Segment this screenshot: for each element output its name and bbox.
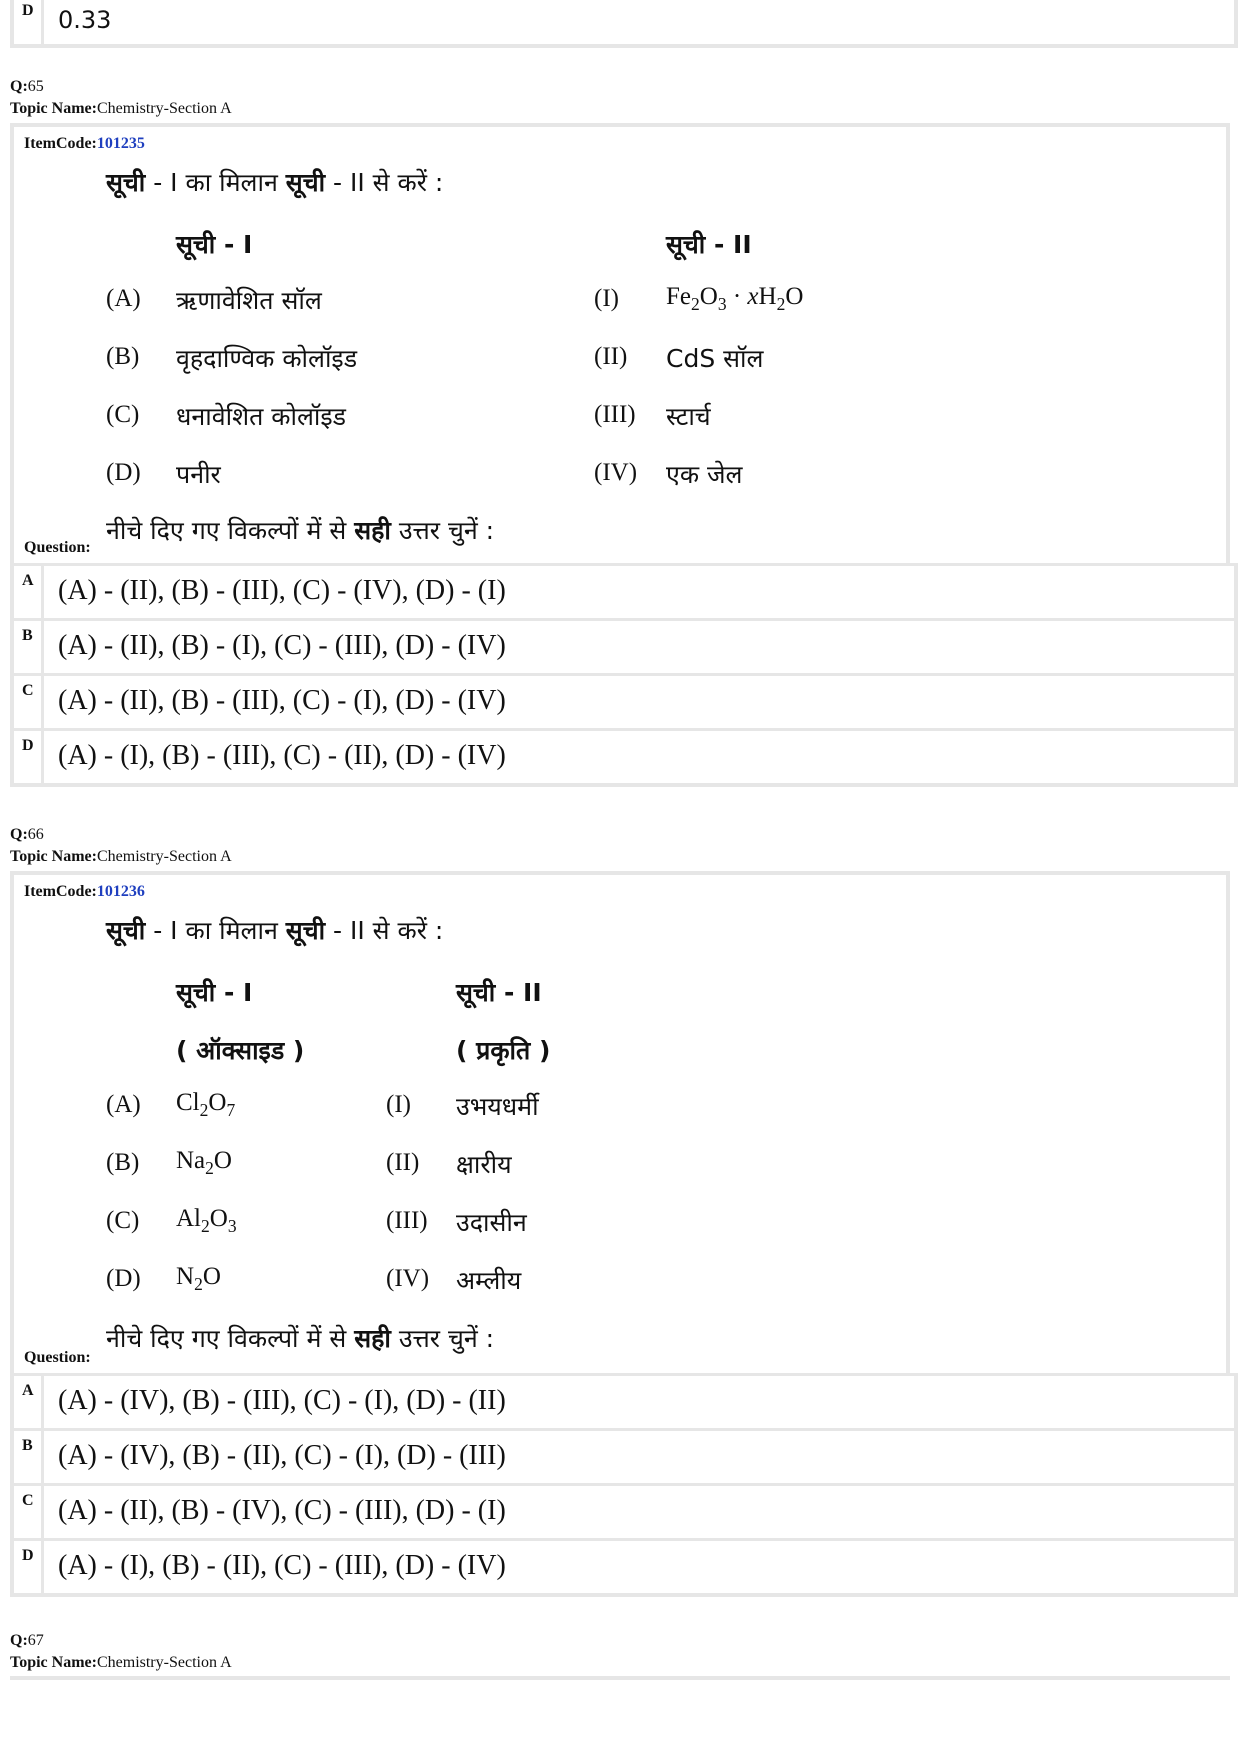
column-1-subheading: ( ऑक्साइड ) bbox=[176, 1036, 305, 1065]
topic-name: Chemistry-Section A bbox=[96, 1654, 232, 1671]
option-label: A bbox=[14, 566, 44, 618]
question-header bbox=[10, 824, 232, 868]
list-1-item: धनावेशित कोलॉइड bbox=[176, 402, 347, 431]
option-text: (A) - (II), (B) - (I), (C) - (III), (D) - (IV) bbox=[58, 630, 506, 661]
list-2-item: उदासीन bbox=[456, 1208, 527, 1237]
row-label: (B) bbox=[106, 343, 140, 370]
option-text: (A) - (II), (B) - (III), (C) - (IV), (D) - (I) bbox=[58, 575, 506, 606]
option-label: B bbox=[14, 621, 44, 673]
row-label: (C) bbox=[106, 401, 140, 428]
item-code: ItemCode:101236 bbox=[24, 883, 145, 900]
column-1-heading: सूची - I bbox=[176, 978, 253, 1007]
option-label: D bbox=[14, 1541, 44, 1593]
row-label: (C) bbox=[106, 1207, 140, 1234]
q-label: Q: bbox=[10, 78, 28, 95]
list-2-item: उभयधर्मी bbox=[456, 1092, 539, 1121]
q-label: Q: bbox=[10, 1632, 28, 1649]
question-label: Question: bbox=[24, 1349, 91, 1366]
option-b[interactable] bbox=[14, 1431, 1234, 1486]
topic-label: Topic Name: bbox=[10, 848, 97, 865]
q-label: Q: bbox=[10, 826, 28, 843]
question-card bbox=[10, 123, 1230, 565]
row-label: (A) bbox=[106, 1091, 141, 1118]
previous-option-d bbox=[10, 0, 1238, 48]
option-d[interactable] bbox=[14, 731, 1234, 783]
option-a[interactable] bbox=[14, 1376, 1234, 1431]
option-label: D bbox=[14, 731, 44, 783]
row-label: (IV) bbox=[594, 459, 638, 486]
row-label: (D) bbox=[106, 459, 141, 486]
question-label: Question: bbox=[24, 539, 91, 556]
card-top-border bbox=[10, 1676, 1230, 1680]
option-label: C bbox=[14, 676, 44, 728]
options-list bbox=[10, 563, 1238, 787]
list-1-item: ऋणावेशित सॉल bbox=[176, 286, 322, 315]
row-label: (IV) bbox=[386, 1265, 430, 1292]
option-d[interactable] bbox=[14, 1541, 1234, 1593]
list-1-item: पनीर bbox=[176, 460, 221, 489]
column-2-heading: सूची - II bbox=[666, 230, 752, 259]
option-text: (A) - (I), (B) - (III), (C) - (II), (D) - (IV) bbox=[58, 740, 506, 771]
option-text: (A) - (I), (B) - (II), (C) - (III), (D) - (IV) bbox=[58, 1550, 506, 1581]
option-text: (A) - (IV), (B) - (II), (C) - (I), (D) - (III) bbox=[58, 1440, 506, 1471]
option-text: 0.33 bbox=[58, 6, 112, 34]
question-prompt: नीचे दिए गए विकल्पों में से सही उत्तर चुनें : bbox=[106, 1324, 495, 1353]
row-label: (II) bbox=[594, 343, 628, 370]
row-label: (III) bbox=[594, 401, 636, 428]
list-1-item: वृहदाण्विक कोलॉइड bbox=[176, 344, 358, 373]
row-label: (I) bbox=[386, 1091, 411, 1118]
column-1-heading: सूची - I bbox=[176, 230, 253, 259]
column-2-heading: सूची - II bbox=[456, 978, 542, 1007]
row-label: (III) bbox=[386, 1207, 428, 1234]
list-2-item: अम्लीय bbox=[456, 1266, 522, 1295]
list-1-item: $Cl_2O_7$ bbox=[176, 1089, 236, 1121]
row-label: (D) bbox=[106, 1265, 141, 1292]
row-label: (B) bbox=[106, 1149, 140, 1176]
row-label: (I) bbox=[594, 285, 619, 312]
topic-name: Chemistry-Section A bbox=[96, 100, 232, 117]
option-label: C bbox=[14, 1486, 44, 1538]
option-label: A bbox=[14, 1376, 44, 1428]
list-2-item: $Fe_2O_3 \cdot xH_2O$ bbox=[666, 283, 804, 315]
instruction: सूची - I का मिलान सूची - II से करें : bbox=[106, 168, 444, 197]
topic-name: Chemistry-Section A bbox=[96, 848, 232, 865]
option-c[interactable] bbox=[14, 1486, 1234, 1541]
question-header bbox=[10, 76, 232, 120]
column-2-subheading: ( प्रकृति ) bbox=[456, 1036, 551, 1065]
question-number: 66 bbox=[27, 826, 44, 843]
option-text: (A) - (II), (B) - (IV), (C) - (III), (D) - (I) bbox=[58, 1495, 506, 1526]
question-number: 67 bbox=[27, 1632, 44, 1649]
topic-label: Topic Name: bbox=[10, 1654, 97, 1671]
question-prompt: नीचे दिए गए विकल्पों में से सही उत्तर चुनें : bbox=[106, 516, 495, 545]
list-1-item: $Al_2O_3$ bbox=[176, 1205, 237, 1237]
item-code: ItemCode:101235 bbox=[24, 135, 145, 152]
option-label: B bbox=[14, 1431, 44, 1483]
option-label: D bbox=[14, 0, 44, 44]
list-1-item: $N_2O$ bbox=[176, 1263, 221, 1295]
option-b[interactable] bbox=[14, 621, 1234, 676]
option-text: (A) - (IV), (B) - (III), (C) - (I), (D) - (II) bbox=[58, 1385, 506, 1416]
row-label: (II) bbox=[386, 1149, 420, 1176]
option-a[interactable] bbox=[14, 566, 1234, 621]
list-2-item: एक जेल bbox=[666, 460, 743, 489]
question-card bbox=[10, 871, 1230, 1375]
option-text: (A) - (II), (B) - (III), (C) - (I), (D) - (IV) bbox=[58, 685, 506, 716]
topic-label: Topic Name: bbox=[10, 100, 97, 117]
list-2-item: क्षारीय bbox=[456, 1150, 512, 1179]
question-header bbox=[10, 1630, 232, 1674]
list-2-item: CdS सॉल bbox=[666, 344, 764, 373]
instruction: सूची - I का मिलान सूची - II से करें : bbox=[106, 916, 444, 945]
list-2-item: स्टार्च bbox=[666, 402, 711, 431]
option-c[interactable] bbox=[14, 676, 1234, 731]
options-list bbox=[10, 1373, 1238, 1597]
row-label: (A) bbox=[106, 285, 141, 312]
list-1-item: $Na_2O$ bbox=[176, 1147, 232, 1179]
question-number: 65 bbox=[27, 78, 44, 95]
